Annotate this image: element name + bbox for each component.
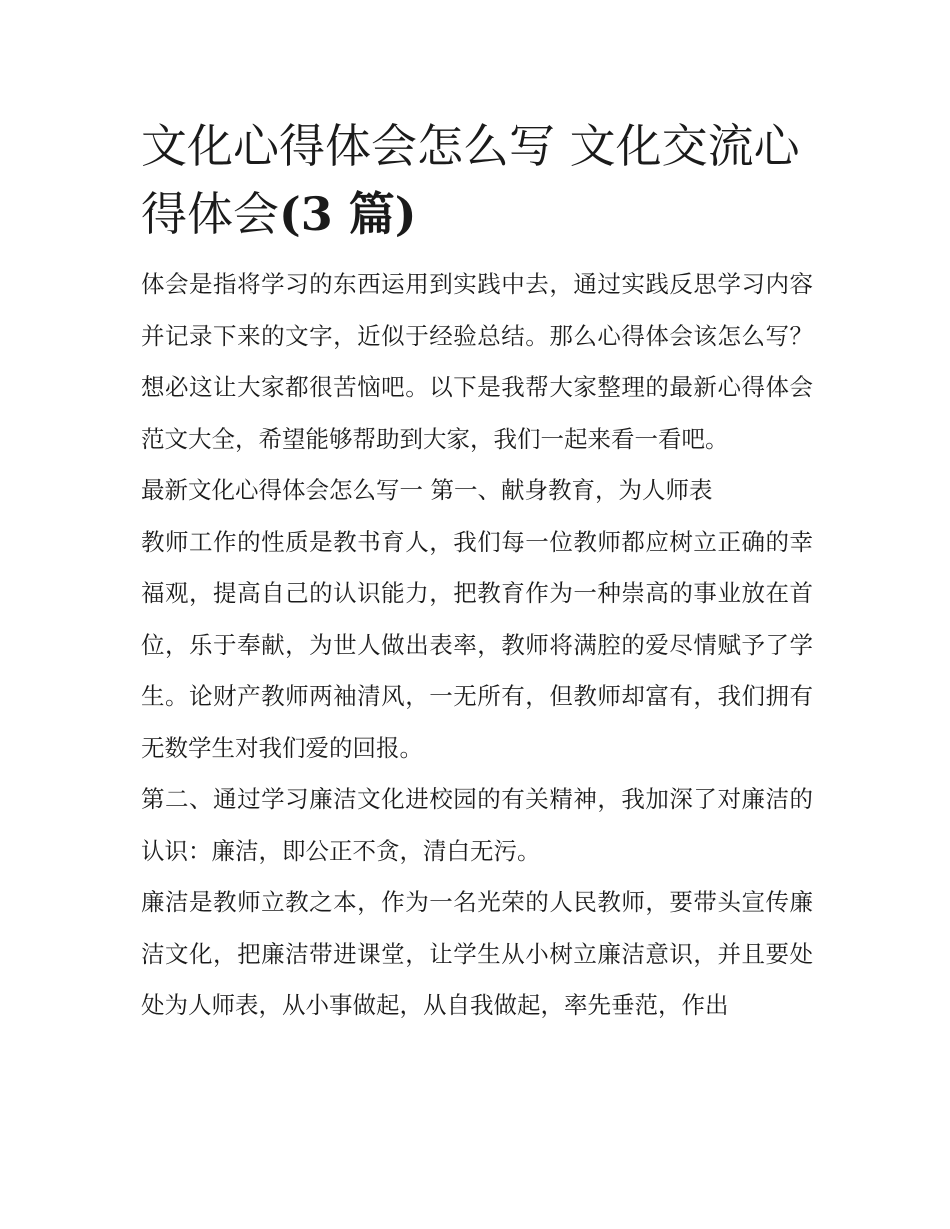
- section-heading-paragraph: 最新文化心得体会怎么写一 第一、献身教育，为人师表: [141, 476, 713, 504]
- title-main-text: 文化心得体会怎么写 文化交流心得体会: [141, 119, 800, 241]
- body-paragraph-teacher-work: 教师工作的性质是教书育人，我们每一位教师都应树立正确的幸福观，提高自己的认识能力，把教育作为一种崇高的事业放在首位，乐于奉献，为世人做出表率，教师将满腔的爱尽情赋予了学生。论财产教师两袖清风，一无所有，但教师却富有，我们拥有无数学生对我们爱的回报。: [141, 527, 813, 762]
- intro-paragraph: 体会是指将学习的东西运用到实践中去，通过实践反思学习内容并记录下来的文字，近似于经验总结。那么心得体会该怎么写？想必这让大家都很苦恼吧。以下是我帮大家整理的最新心得体会范文大全，希望能够帮助到大家，我们一起来看一看吧。: [141, 270, 813, 453]
- title-suffix-text: (3 篇): [279, 187, 417, 241]
- body-paragraph-integrity-teaching: 廉洁是教师立教之本，作为一名光荣的人民教师，要带头宣传廉洁文化，把廉洁带进课堂，让学生从小树立廉洁意识，并且要处处为人师表，从小事做起，从自我做起，率先垂范，作出: [141, 888, 813, 1019]
- body-paragraph-integrity-study: 第二、通过学习廉洁文化进校园的有关精神，我加深了对廉洁的认识：廉洁，即公正不贪，清白无污。: [141, 785, 813, 865]
- document-page: [141, 112, 813, 1032]
- document-title: [141, 112, 813, 248]
